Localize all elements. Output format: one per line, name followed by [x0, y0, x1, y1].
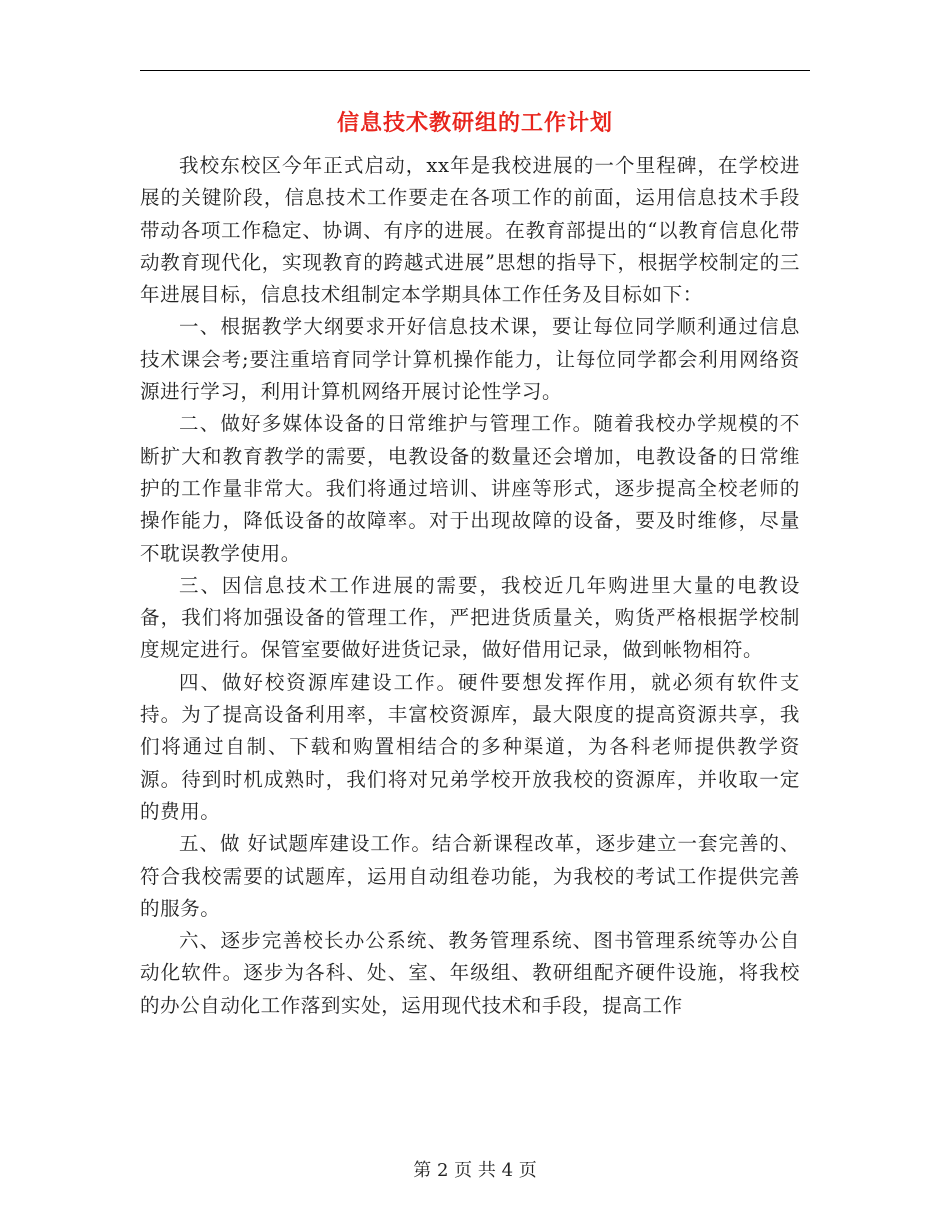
paragraph-item-2: 二、做好多媒体设备的日常维护与管理工作。随着我校办学规模的不断扩大和教育教学的需要，电教设备的数量还会增加，电教设备的日常维护的工作量非常大。我们将通过培训、讲座等形式，逐步提高全校老师的操作能力，降低设备的故障率。对于出现故障的设备，要及时维修，尽量不耽误教学使用。	[140, 412, 800, 565]
page-footer	[0, 1156, 950, 1182]
paragraph-item-6: 六、逐步完善校长办公系统、教务管理系统、图书管理系统等办公自动化软件。逐步为各科、处、室、年级组、教研组配齐硬件设施，将我校的办公自动化工作落到实处，运用现代技术和手段，提高工作	[140, 929, 800, 1017]
document-body	[140, 150, 800, 1022]
header-rule	[140, 70, 810, 71]
paragraph-item-5: 五、做 好试题库建设工作。结合新课程改革，逐步建立一套完善的、符合我校需要的试题库，运用自动组卷功能，为我校的考试工作提供完善的服务。	[140, 832, 800, 920]
paragraph-item-1: 一、根据教学大纲要求开好信息技术课，要让每位同学顺利通过信息技术课会考;要注重培育同学计算机操作能力，让每位同学都会利用网络资源进行学习，利用计算机网络开展讨论性学习。	[140, 315, 800, 404]
page-number: 第 2 页 共 4 页	[413, 1160, 537, 1181]
paragraph-item-3: 三、因信息技术工作进展的需要，我校近几年购进里大量的电教设备，我们将加强设备的管理工作，严把进货质量关，购货严格根据学校制度规定进行。保管室要做好进货记录，做好借用记录，做到帐物相符。	[140, 573, 800, 662]
document-title: 信息技术教研组的工作计划	[336, 110, 613, 136]
paragraph-intro: 我校东校区今年正式启动，xx年是我校进展的一个里程碑，在学校进展的关键阶段，信息技术工作要走在各项工作的前面，运用信息技术手段带动各项工作稳定、协调、有序的进展。在教育部提出的“以教育信息化带动教育现代化，实现教育的跨越式进展”思想的指导下，根据学校制定的三年进展目标，信息技术组制定本学期具体工作任务及目标如下：	[140, 154, 800, 307]
paragraph-item-4: 四、做好校资源库建设工作。硬件要想发挥作用，就必须有软件支持。为了提高设备利用率，丰富校资源库，最大限度的提高资源共享，我们将通过自制、下载和购置相结合的多种渠道，为各科老师提供教学资源。待到时机成熟时，我们将对兄弟学校开放我校的资源库，并收取一定的费用。	[140, 670, 800, 823]
